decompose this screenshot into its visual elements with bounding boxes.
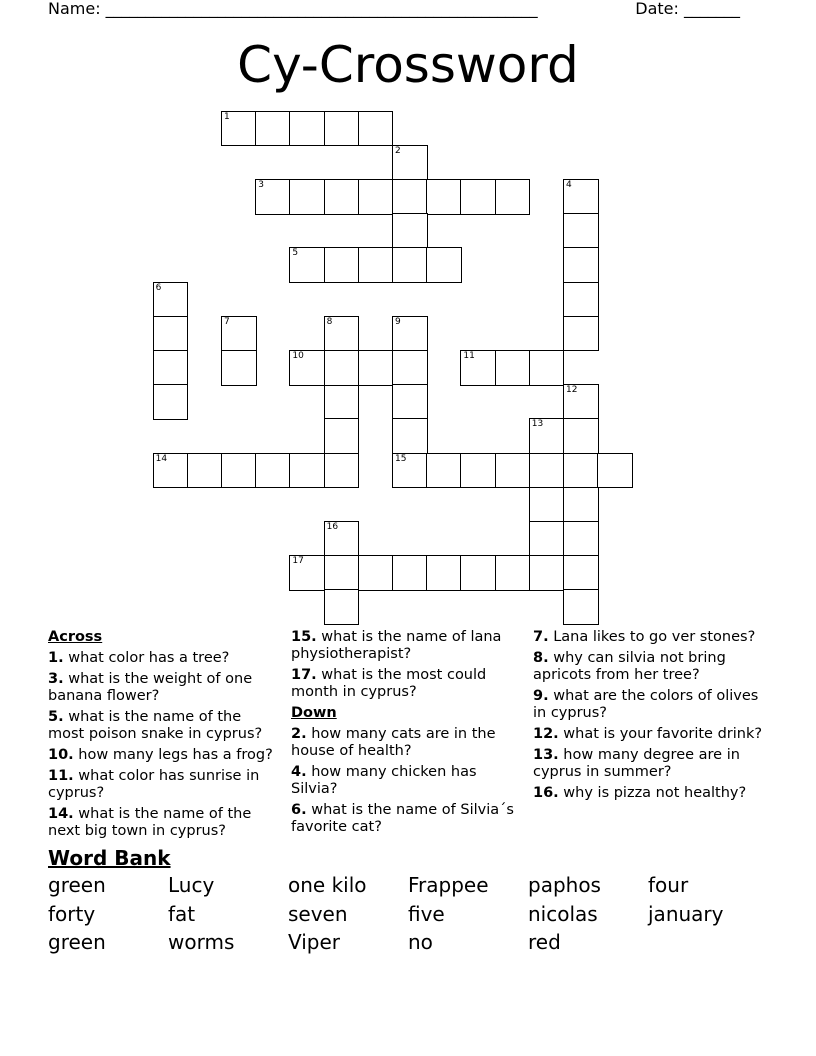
clue-number: 13 bbox=[531, 419, 544, 430]
grid-cell[interactable] bbox=[426, 555, 462, 591]
grid-cell[interactable] bbox=[563, 418, 599, 454]
grid-cell[interactable] bbox=[460, 453, 496, 489]
clue-number: 6 bbox=[155, 282, 162, 293]
grid-cell[interactable] bbox=[289, 555, 325, 591]
grid-cell[interactable] bbox=[324, 453, 360, 489]
clue-number: 9 bbox=[395, 316, 401, 327]
clue-number: 3 bbox=[258, 179, 264, 190]
grid-cell[interactable] bbox=[324, 111, 360, 147]
grid-cell[interactable] bbox=[153, 282, 189, 318]
grid-cell[interactable] bbox=[392, 555, 428, 591]
grid-cell[interactable] bbox=[324, 589, 360, 625]
clue-number: 16 bbox=[326, 521, 339, 532]
grid-cell[interactable] bbox=[255, 111, 291, 147]
clue-number: 5 bbox=[292, 248, 299, 259]
grid-cell[interactable] bbox=[324, 521, 360, 557]
grid-cell[interactable] bbox=[324, 384, 360, 420]
grid-cell[interactable] bbox=[255, 453, 291, 489]
word-bank-item: seven bbox=[288, 901, 348, 926]
grid-cell[interactable] bbox=[289, 453, 325, 489]
word-bank-item: forty bbox=[48, 901, 96, 926]
grid-cell[interactable] bbox=[563, 521, 599, 557]
clue-across-10: 10. how many legs has a frog? bbox=[48, 747, 273, 763]
grid-cell[interactable] bbox=[324, 316, 360, 352]
grid-cell[interactable] bbox=[392, 384, 428, 420]
grid-cell[interactable] bbox=[221, 111, 257, 147]
grid-cell[interactable] bbox=[392, 145, 428, 181]
grid-cell[interactable] bbox=[563, 453, 599, 489]
clue-down-6: 6. what is the name of Silvia´s favorite cat? bbox=[291, 802, 514, 835]
word-bank-grid bbox=[48, 871, 768, 957]
clue-down-7: 7. Lana likes to go ver stones? bbox=[533, 629, 756, 645]
grid-cell[interactable] bbox=[289, 350, 325, 386]
clue-number: 8 bbox=[326, 316, 333, 327]
clues-column-3 bbox=[533, 629, 769, 806]
clue-down-2: 2. how many cats are in the house of health? bbox=[291, 726, 496, 759]
grid-cell[interactable] bbox=[495, 453, 531, 489]
across-heading: Across bbox=[48, 629, 103, 645]
grid-cell[interactable] bbox=[426, 179, 462, 215]
word-bank-item: no bbox=[408, 930, 433, 954]
grid-cell[interactable] bbox=[563, 282, 599, 318]
grid-cell[interactable] bbox=[495, 350, 531, 386]
word-bank-item: Viper bbox=[288, 930, 341, 954]
clue-down-9: 9. what are the colors of olives in cyprus? bbox=[533, 688, 759, 721]
grid-cell[interactable] bbox=[358, 179, 394, 215]
clue-across-14: 14. what is the name of the next big town in cyprus? bbox=[48, 806, 252, 839]
word-bank-title: Word Bank bbox=[48, 846, 171, 870]
clue-down-12: 12. what is your favorite drink? bbox=[533, 726, 763, 742]
grid-cell[interactable] bbox=[563, 316, 599, 352]
grid-cell[interactable] bbox=[460, 555, 496, 591]
grid-cell[interactable] bbox=[187, 453, 223, 489]
grid-cell[interactable] bbox=[563, 179, 599, 215]
clue-number: 7 bbox=[224, 316, 230, 327]
clue-number: 15 bbox=[395, 453, 407, 464]
grid-cell[interactable] bbox=[426, 247, 462, 283]
word-bank-item: green bbox=[48, 930, 106, 954]
grid-cell[interactable] bbox=[529, 555, 565, 591]
grid-cell[interactable] bbox=[324, 418, 360, 454]
clue-across-15: 15. what is the name of lana physiotherapist? bbox=[291, 629, 502, 662]
grid-cell[interactable] bbox=[392, 418, 428, 454]
grid-cell[interactable] bbox=[563, 384, 599, 420]
clue-number: 10 bbox=[292, 350, 304, 361]
grid-cell[interactable] bbox=[289, 247, 325, 283]
grid-cell[interactable] bbox=[529, 453, 565, 489]
word-bank-item: green bbox=[48, 873, 106, 897]
grid-cell[interactable] bbox=[153, 384, 189, 420]
grid-cell[interactable] bbox=[563, 247, 599, 283]
grid-cell[interactable] bbox=[221, 316, 257, 352]
clues-column-1 bbox=[48, 629, 278, 844]
word-bank-item: january bbox=[648, 901, 724, 926]
grid-cell[interactable] bbox=[529, 521, 565, 557]
grid-cell[interactable] bbox=[289, 111, 325, 147]
grid-cell[interactable] bbox=[495, 555, 531, 591]
date-field[interactable]: Date: _______ bbox=[635, 0, 740, 18]
grid-cell[interactable] bbox=[426, 453, 462, 489]
grid-cell[interactable] bbox=[460, 179, 496, 215]
word-bank bbox=[48, 845, 768, 957]
grid-cell[interactable] bbox=[392, 350, 428, 386]
grid-cell[interactable] bbox=[358, 350, 394, 386]
grid-cell[interactable] bbox=[324, 179, 360, 215]
grid-cell[interactable] bbox=[221, 453, 257, 489]
grid-cell[interactable] bbox=[392, 213, 428, 249]
grid-cell[interactable] bbox=[563, 213, 599, 249]
down-heading: Down bbox=[291, 705, 337, 721]
grid-cell[interactable] bbox=[529, 418, 565, 454]
grid-cell[interactable] bbox=[392, 316, 428, 352]
grid-cell[interactable] bbox=[153, 453, 189, 489]
word-bank-item: one kilo bbox=[288, 873, 367, 897]
word-bank-item: fat bbox=[168, 901, 196, 926]
grid-cell[interactable] bbox=[358, 555, 394, 591]
clue-down-4: 4. how many chicken has Silvia? bbox=[291, 764, 477, 797]
word-bank-item: five bbox=[408, 901, 445, 926]
name-field[interactable]: Name: ______________________________________________________ bbox=[48, 0, 538, 18]
clue-across-11: 11. what color has sunrise in cyprus? bbox=[48, 768, 260, 801]
grid-cell[interactable] bbox=[563, 589, 599, 625]
clues-column-2 bbox=[291, 629, 521, 840]
grid-cell[interactable] bbox=[392, 247, 428, 283]
grid-cell[interactable] bbox=[289, 179, 325, 215]
grid-cell[interactable] bbox=[392, 453, 428, 489]
grid-cell[interactable] bbox=[460, 350, 496, 386]
clue-across-17: 17. what is the most could month in cyprus? bbox=[291, 667, 487, 700]
grid-cell[interactable] bbox=[529, 487, 565, 523]
clue-number: 17 bbox=[292, 556, 304, 567]
word-bank-item: worms bbox=[168, 930, 235, 954]
grid-cell[interactable] bbox=[255, 179, 291, 215]
grid-cell[interactable] bbox=[324, 247, 360, 283]
word-bank-item: Frappee bbox=[408, 873, 489, 897]
word-bank-item: red bbox=[528, 930, 561, 954]
word-bank-item: four bbox=[648, 873, 689, 897]
grid-cell[interactable] bbox=[563, 487, 599, 523]
grid-cell[interactable] bbox=[495, 179, 531, 215]
grid-cell[interactable] bbox=[529, 350, 565, 386]
page-title: Cy-Crossword bbox=[237, 36, 579, 94]
grid-cell[interactable] bbox=[221, 350, 257, 386]
grid-cell[interactable] bbox=[324, 350, 360, 386]
grid-cell[interactable] bbox=[153, 316, 189, 352]
grid-cell[interactable] bbox=[597, 453, 633, 489]
clue-across-3: 3. what is the weight of one banana flower? bbox=[48, 671, 253, 704]
grid-cell[interactable] bbox=[563, 555, 599, 591]
word-bank-item: paphos bbox=[528, 873, 601, 897]
grid-cell[interactable] bbox=[153, 350, 189, 386]
grid-cell[interactable] bbox=[358, 111, 394, 147]
word-bank-item: Lucy bbox=[168, 873, 215, 897]
clue-number: 1 bbox=[224, 111, 230, 122]
grid-cell[interactable] bbox=[392, 179, 428, 215]
clue-down-16: 16. why is pizza not healthy? bbox=[533, 785, 747, 801]
clue-number: 11 bbox=[463, 350, 475, 361]
clue-down-13: 13. how many degree are in cyprus in summer? bbox=[533, 747, 740, 780]
clue-down-8: 8. why can silvia not bring apricots from her tree? bbox=[533, 650, 726, 683]
clue-across-5: 5. what is the name of the most poison snake in cyprus? bbox=[48, 709, 263, 742]
grid-cell[interactable] bbox=[358, 247, 394, 283]
clue-number: 12 bbox=[566, 385, 578, 396]
clue-across-1: 1. what color has a tree? bbox=[48, 650, 230, 666]
grid-cell[interactable] bbox=[324, 555, 360, 591]
clue-number: 4 bbox=[566, 179, 572, 190]
clue-number: 14 bbox=[155, 453, 168, 464]
clue-number: 2 bbox=[395, 145, 401, 156]
word-bank-item: nicolas bbox=[528, 901, 598, 926]
